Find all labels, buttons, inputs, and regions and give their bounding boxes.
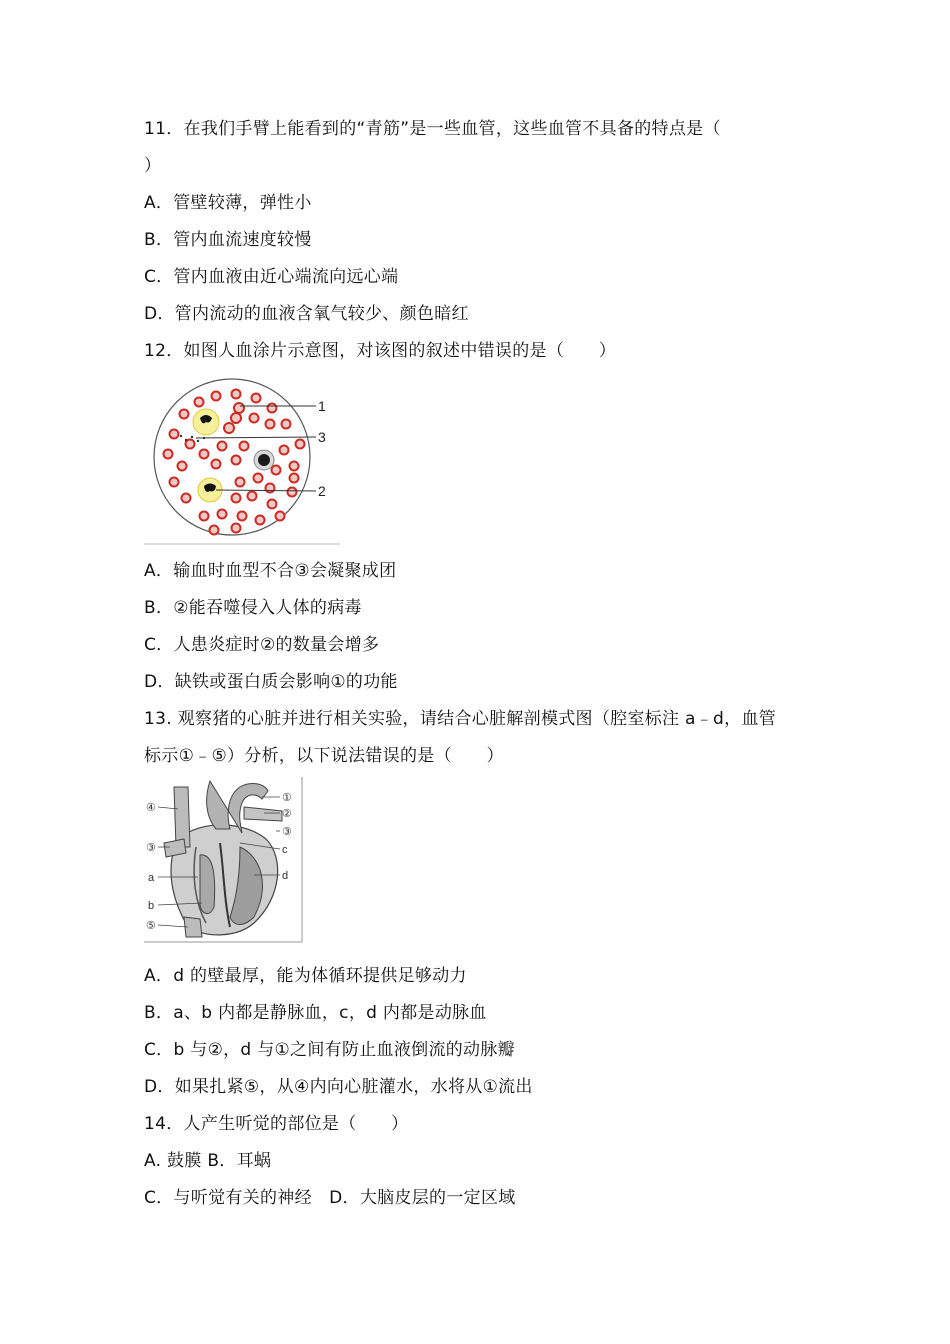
heart-label-b: b — [148, 900, 155, 912]
q13-stem-line1: 13. 观察猪的心脏并进行相关实验，请结合心脏解剖模式图（腔室标注 a﹣d，血管 — [144, 709, 777, 729]
q12-option-a: A．输血时血型不合③会凝聚成团 — [144, 561, 397, 581]
q13-option-a: A．d 的壁最厚，能为体循环提供足够动力 — [144, 966, 467, 986]
q13-option-c: C．b 与②，d 与①之间有防止血液倒流的动脉瓣 — [144, 1040, 515, 1060]
label-2: 2 — [318, 483, 326, 499]
q12-stem: 12．如图人血涂片示意图，对该图的叙述中错误的是（ ） — [144, 341, 617, 361]
q11-stem-line2: ） — [144, 156, 162, 176]
heart-label-4: ④ — [146, 802, 156, 814]
q14-option-cd: C．与听觉有关的神经 D．大脑皮层的一定区域 — [144, 1188, 516, 1208]
q11-option-c: C．管内血液由近心端流向远心端 — [144, 267, 399, 287]
q11-stem-line1: 11．在我们手臂上能看到的“青筋”是一些血管，这些血管不具备的特点是（ — [144, 119, 721, 139]
heart-label-5: ⑤ — [146, 920, 156, 932]
label-3: 3 — [318, 429, 326, 445]
label-1: 1 — [318, 398, 326, 414]
q14-stem: 14．人产生听觉的部位是（ ） — [144, 1114, 409, 1134]
heart-label-d: d — [282, 870, 289, 882]
q13-option-d: D．如果扎紧⑤，从④内向心脏灌水，水将从①流出 — [144, 1077, 533, 1097]
heart-anatomy-figure — [144, 777, 304, 943]
heart-label-a: a — [148, 872, 155, 884]
q12-option-c: C．人患炎症时②的数量会增多 — [144, 635, 380, 655]
blood-smear-figure — [144, 374, 342, 546]
heart-label-3-right: ③ — [282, 826, 292, 838]
q12-option-b: B．②能吞噬侵入人体的病毒 — [144, 598, 362, 618]
heart-label-2: ② — [282, 808, 292, 820]
heart-label-1: ① — [282, 792, 292, 804]
q13-stem-line2: 标示①﹣⑤）分析，以下说法错误的是（ ） — [144, 746, 504, 766]
q13-option-b: B．a、b 内都是静脉血，c，d 内都是动脉血 — [144, 1003, 487, 1023]
q11-option-a: A．管壁较薄，弹性小 — [144, 193, 312, 213]
heart-label-3-left: ③ — [146, 842, 156, 854]
heart-label-c: c — [282, 844, 288, 856]
q14-option-ab: A. 鼓膜 B．耳蜗 — [144, 1151, 272, 1171]
q11-option-d: D．管内流动的血液含氧气较少、颜色暗红 — [144, 304, 469, 324]
q11-option-b: B．管内血流速度较慢 — [144, 230, 312, 250]
q12-option-d: D．缺铁或蛋白质会影响①的功能 — [144, 672, 398, 692]
